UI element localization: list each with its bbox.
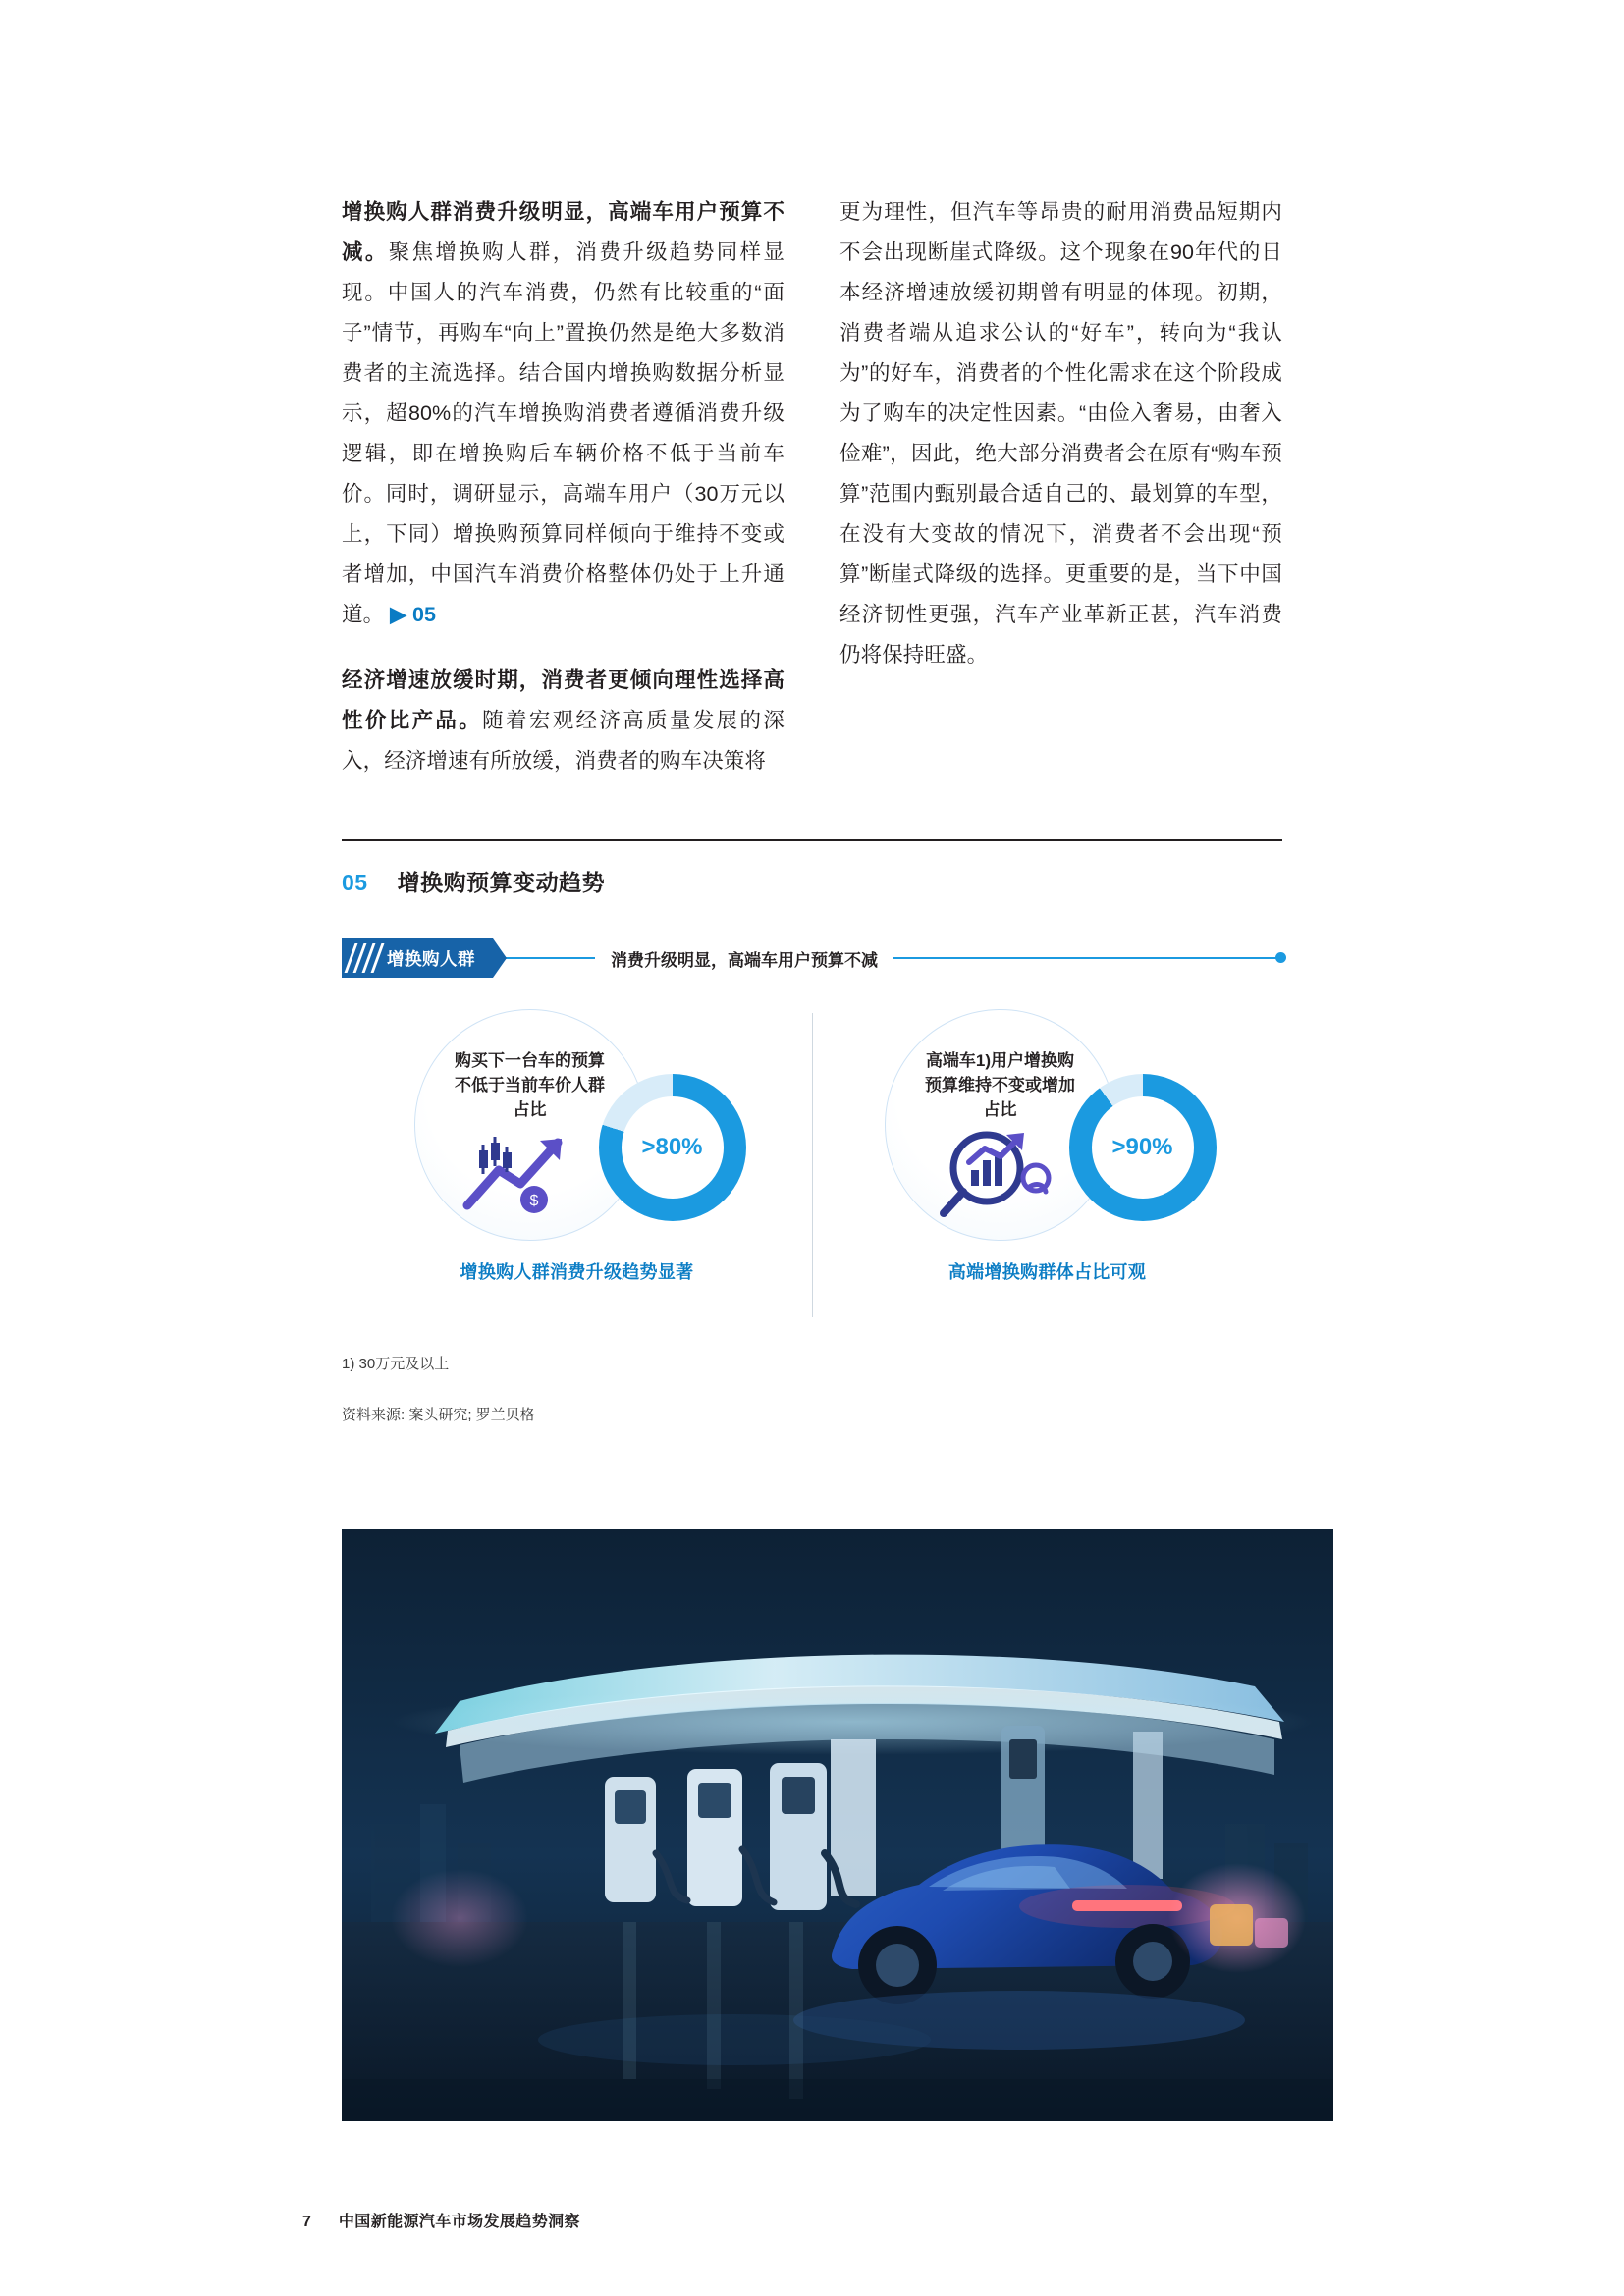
left-column bbox=[342, 192, 785, 807]
chart-arrow-up-icon bbox=[456, 1127, 603, 1221]
panel-left-ring-label: 购买下一台车的预算不低于当前车价人群占比 bbox=[455, 1051, 605, 1119]
exhibit-number: 05 bbox=[342, 870, 368, 895]
paragraph-3: 更为理性，但汽车等昂贵的耐用消费品短期内不会出现断崖式降级。这个现象在90年代的日本经济增速放缓初期曾有明显的体现。初期，消费者端从追求公认的“好车”，转向为“我认为”的好车，消费者的个性化需求在这个阶段成为了购车的决定性因素。“由俭入奢易，由奢入俭难”，因此，绝大部分消费者会在原有“购车预算”范围内甄别最合适自己的、最划算的车型，在没有大变故的情况下，消费者不会出现“预算”断崖式降级的选择。更重要的是，当下中国经济韧性更强，汽车产业革新正甚，汽车消费仍将保持旺盛。 bbox=[839, 200, 1282, 667]
banner-subtitle: 消费升级明显，高端车用户预算不减 bbox=[595, 938, 893, 978]
banner-tag bbox=[342, 938, 493, 978]
exhibit-block bbox=[342, 839, 1282, 1327]
exhibit-title: 增换购预算变动趋势 bbox=[397, 870, 606, 895]
photo-charging-station bbox=[342, 1529, 1333, 2121]
panel-left-donut bbox=[599, 1074, 746, 1221]
paragraph-1 bbox=[342, 192, 785, 635]
panel-right-caption: 高端增换购群体占比可观 bbox=[947, 1262, 1147, 1282]
paragraph-2-lead: 经济增速放缓时期，消费者更倾向理性选择高性价比产品。 bbox=[342, 668, 785, 732]
panel-left bbox=[342, 1003, 812, 1327]
paragraph-1-body: 聚焦增换购人群，消费升级趋势同样显现。中国人的汽车消费，仍然有比较重的“面子”情节，再购车“向上”置换仍然是绝大多数消费者的主流选择。结合国内增换购数据分析显示，超80%的汽车增换购消费者遵循消费升级逻辑，即在增换购后车辆价格不低于当前车价。同时，调研显示，高端车用户（30万元以上，下同）增换购预算同样倾向于维持不变或者增加，中国汽车消费价格整体仍处于上升通道。 bbox=[342, 240, 785, 626]
exhibit-panels bbox=[342, 1003, 1282, 1327]
banner-tag-label: 增换购人群 bbox=[387, 948, 475, 969]
page-number: 7 bbox=[302, 2214, 311, 2230]
paragraph-2 bbox=[342, 661, 785, 781]
panel-left-donut-value: >80% bbox=[622, 1096, 724, 1199]
slash-marks-icon bbox=[350, 938, 385, 978]
panel-left-caption: 增换购人群消费升级趋势显著 bbox=[460, 1262, 694, 1282]
exhibit-footnote: 1) 30万元及以上 bbox=[342, 1356, 450, 1372]
footer-title: 中国新能源汽车市场发展趋势洞察 bbox=[338, 2214, 580, 2230]
right-column bbox=[839, 192, 1282, 807]
panel-right-visual bbox=[841, 1003, 1254, 1249]
exhibit-reference-05[interactable]: ▶ 05 bbox=[390, 603, 437, 626]
page-footer bbox=[302, 2209, 580, 2231]
panel-right bbox=[812, 1003, 1282, 1327]
body-columns bbox=[342, 192, 1282, 807]
panel-right-ring-label: 高端车1)用户增换购预算维持不变或增加占比 bbox=[925, 1051, 1075, 1119]
panel-right-donut-value: >90% bbox=[1092, 1096, 1194, 1199]
svg-text:$: $ bbox=[529, 1193, 538, 1209]
exhibit-header bbox=[342, 841, 1282, 897]
paragraph-1-lead: 增换购人群消费升级明显，高端车用户预算不减。 bbox=[342, 200, 785, 264]
exhibit-source: 资料来源: 案头研究; 罗兰贝格 bbox=[342, 1407, 535, 1423]
magnifier-bar-chart-icon bbox=[926, 1127, 1073, 1221]
exhibit-banner bbox=[342, 938, 1282, 978]
panel-left-visual bbox=[371, 1003, 784, 1249]
banner-end-dot bbox=[1275, 952, 1286, 963]
panel-right-donut bbox=[1069, 1074, 1217, 1221]
paragraph-2-body: 随着宏观经济高质量发展的深入，经济增速有所放缓，消费者的购车决策将 bbox=[342, 709, 785, 773]
